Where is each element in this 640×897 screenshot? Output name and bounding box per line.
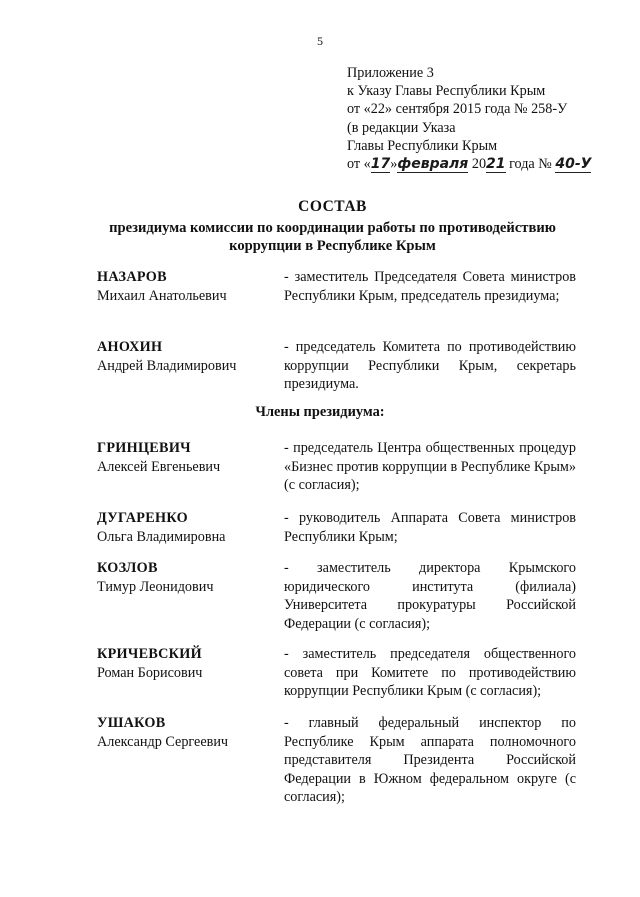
member-name-block xyxy=(97,559,282,596)
member-role: - заместитель председателя общественного совета при Комитете по противодействию коррупции Республики Крым (с согласия); xyxy=(284,646,576,700)
member-role: - заместитель директора Крымского юридического института (филиала) Университета прокуратуры Российской Федерации (с согласия); xyxy=(284,560,576,632)
member-name: Александр Сергеевич xyxy=(97,733,229,750)
members-heading: Члены президиума: xyxy=(255,404,385,420)
member-name-block xyxy=(97,338,282,375)
handwritten-decree-number: 40-У xyxy=(555,156,592,173)
handwritten-day: 17 xyxy=(370,156,391,173)
handwritten-month: февраля xyxy=(397,156,469,173)
member-name-block xyxy=(97,645,282,682)
date-quote-close: » xyxy=(390,156,398,173)
title-main: СОСТАВ xyxy=(298,198,367,215)
date-prefix: от « xyxy=(347,156,371,173)
member-surname: КОЗЛОВ xyxy=(97,560,158,576)
member-name: Тимур Леонидович xyxy=(97,578,214,595)
member-name: Михаил Анатольевич xyxy=(97,287,227,304)
member-surname: НАЗАРОВ xyxy=(97,269,167,285)
year-word: года № xyxy=(509,156,552,173)
member-name: Алексей Евгеньевич xyxy=(97,458,221,475)
member-name-block xyxy=(97,439,282,476)
handwritten-year: 21 xyxy=(486,156,506,173)
member-role: - председатель Центра общественных процедур «Бизнес против коррупции в Республике Крым» (с согласия); xyxy=(284,440,576,494)
appendix-line: Приложение 3 xyxy=(347,65,434,81)
member-surname: КРИЧЕВСКИЙ xyxy=(97,646,202,662)
member-surname: АНОХИН xyxy=(97,339,163,355)
appendix-header xyxy=(347,64,627,173)
title-subtitle: президиума комиссии по координации работы по противодействию коррупции в Республике Крым xyxy=(109,219,556,254)
member-name-block xyxy=(97,509,282,546)
appendix-amendment-date-line xyxy=(347,155,627,173)
appendix-line: Главы Республики Крым xyxy=(347,137,498,154)
year-prefix: 20 xyxy=(471,156,487,173)
member-role: - председатель Комитета по противодействию коррупции Республики Крым, секретарь президиума. xyxy=(284,339,576,393)
page-number: 5 xyxy=(317,34,323,48)
member-name: Ольга Владимировна xyxy=(97,528,226,545)
member-surname: УШАКОВ xyxy=(97,715,166,731)
appendix-line: к Указу Главы Республики Крым xyxy=(347,83,546,100)
member-role: - заместитель Председателя Совета министров Республики Крым, председатель президиума; xyxy=(284,269,576,304)
member-surname: ДУГАРЕНКО xyxy=(97,510,188,526)
document-title xyxy=(80,198,585,256)
member-role: - главный федеральный инспектор по Республике Крым аппарата полномочного представителя Президента Российской Федерации в Южном федеральном округе (с согласия); xyxy=(284,715,576,806)
appendix-line: (в редакции Указа xyxy=(347,119,456,136)
member-role: - руководитель Аппарата Совета министров Республики Крым; xyxy=(284,510,576,545)
member-name: Роман Борисович xyxy=(97,664,203,681)
member-name: Андрей Владимирович xyxy=(97,357,237,374)
member-surname: ГРИНЦЕВИЧ xyxy=(97,440,191,456)
appendix-line: от «22» сентября 2015 года № 258-У xyxy=(347,101,568,118)
member-name-block xyxy=(97,714,282,751)
member-name-block xyxy=(97,268,282,305)
